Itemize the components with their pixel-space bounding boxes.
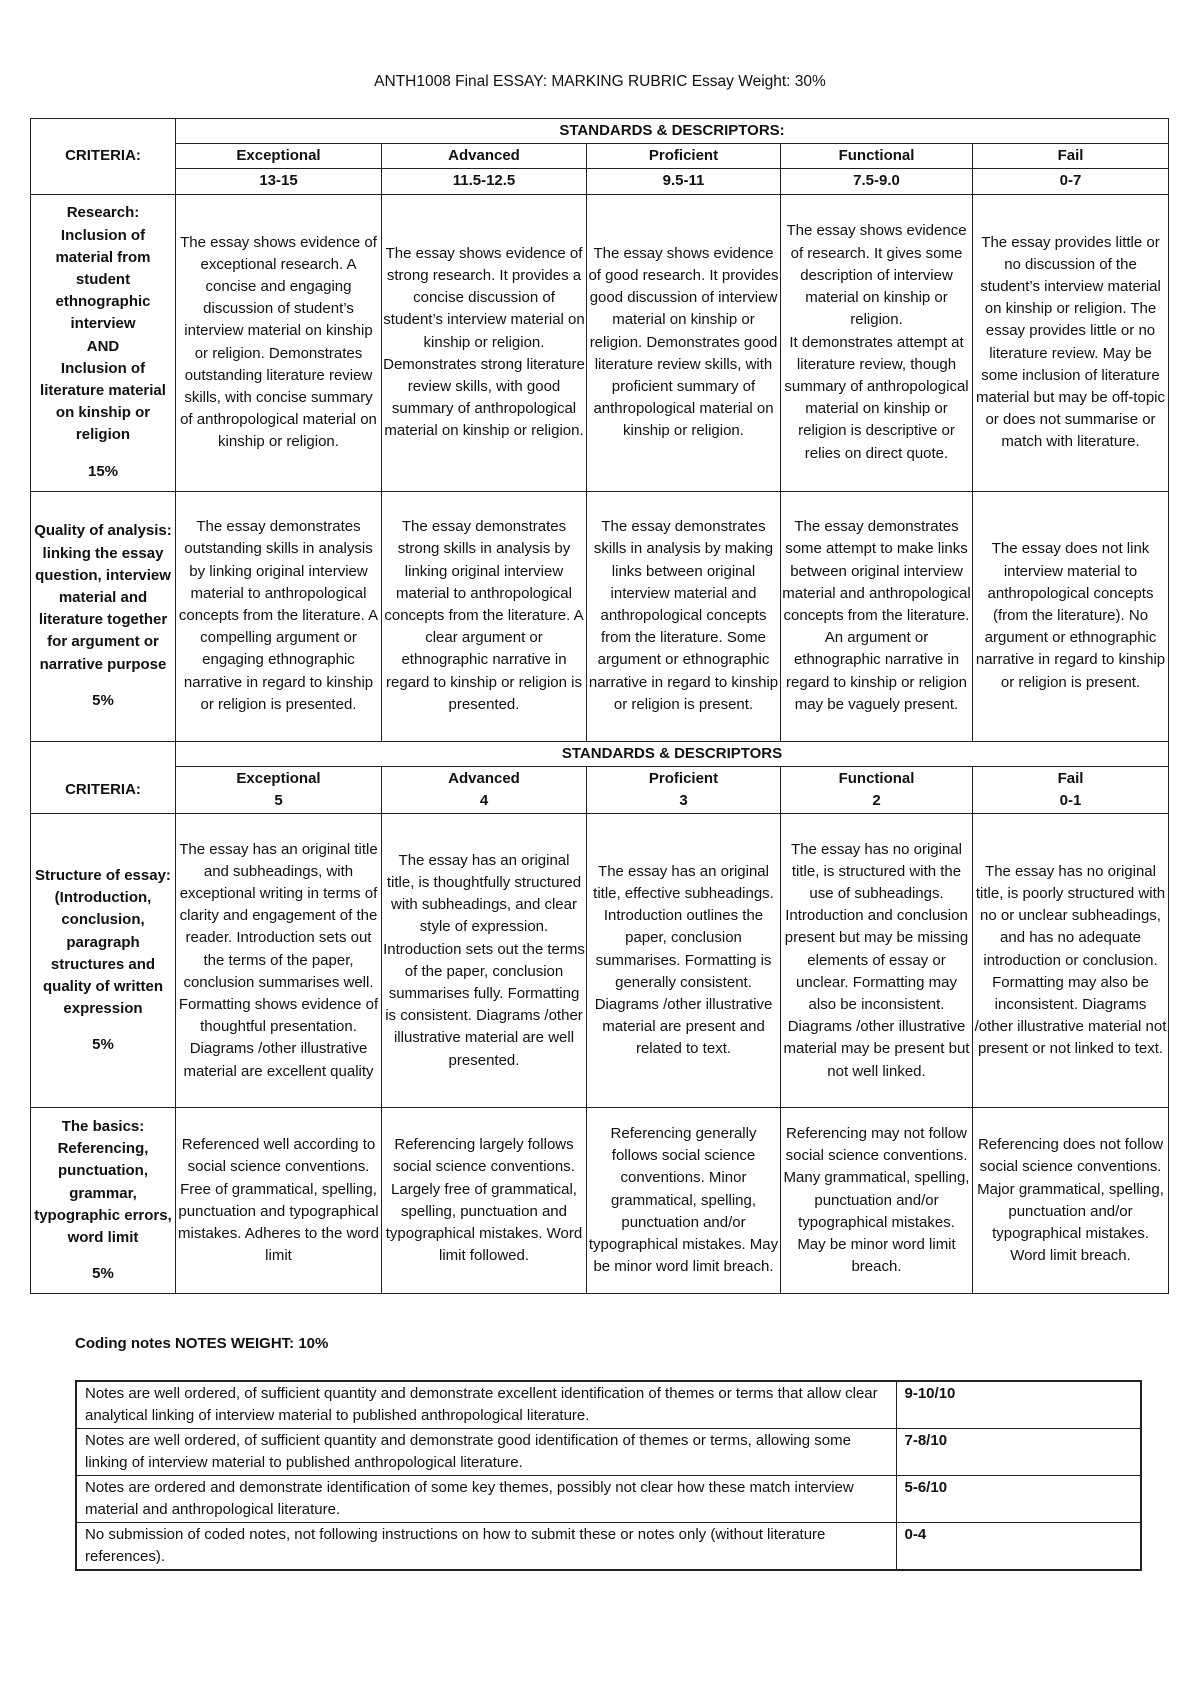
level-exceptional <box>176 766 382 813</box>
descriptor-cell: The essay shows evidence of good research. It provides good discussion of interview material on kinship or religion. Demonstrates good literature review skills, with proficient summary of anthropological material on kinship or religion. <box>587 194 781 491</box>
descriptor-cell: The essay shows evidence of exceptional research. A concise and engaging discussion of student’s interview material on kinship or religion. Demonstrates outstanding literature review skills, with concise summary of anthropological material on kinship or religion. <box>176 194 382 491</box>
criterion-cell <box>31 194 176 491</box>
criterion-text: Research: Inclusion of material from student ethnographic interview AND Inclusion of literature material on kinship or religion <box>40 204 166 444</box>
descriptor-cell: Referencing generally follows social science conventions. Minor grammatical, spelling, punctuation and/or typographical mistakes. May be minor word limit breach. <box>587 1108 781 1294</box>
descriptor-cell: Referencing does not follow social science conventions. Major grammatical, spelling, punctuation and/or typographical mistakes. Word limit breach. <box>973 1108 1169 1294</box>
coding-notes-title: Coding notes NOTES WEIGHT: 10% <box>75 1335 329 1352</box>
level-proficient <box>587 766 781 813</box>
notes-criterion: Notes are well ordered, of sufficient quantity and demonstrate good identification of themes or terms, allowing some linking of interview material to published anthropological literature. <box>76 1429 896 1476</box>
descriptor-cell: The essay has an original title and subheadings, with exceptional writing in terms of clarity and engagement of the reader. Introduction sets out the terms of the paper, conclusion summarises well. Formatting shows evidence of thoughtful presentation. Diagrams /other illustrative material are excellent quality <box>176 814 382 1108</box>
table-row <box>31 814 1169 1108</box>
criteria-header: CRITERIA: <box>31 766 176 813</box>
table-row <box>76 1381 1141 1429</box>
criterion-text: Quality of analysis: linking the essay question, interview material and literature together for argument or narrative purpose <box>34 522 172 673</box>
level-marks: 4 <box>479 792 489 810</box>
descriptor-cell: The essay demonstrates strong skills in analysis by linking original interview material to anthropological concepts from the literature. A clear argument or ethnographic narrative in regard to kinship or religion is presented. <box>382 491 587 741</box>
notes-score: 0-4 <box>896 1523 1141 1571</box>
descriptor-cell: The essay shows evidence of research. It gives some description of interview material on kinship or religion. It demonstrates attempt at literature review, though summary of anthropological material on kinship or religion is descriptive or relies on direct quote. <box>781 194 973 491</box>
notes-criterion: No submission of coded notes, not following instructions on how to submit these or notes only (without literature references). <box>76 1523 896 1571</box>
table-row <box>76 1523 1141 1571</box>
notes-criterion: Notes are ordered and demonstrate identification of some key themes, possibly not clear how these match interview material and anthropological literature. <box>76 1476 896 1523</box>
level-label: Fail <box>1057 769 1084 787</box>
notes-score: 9-10/10 <box>896 1381 1141 1429</box>
level-proficient: Proficient <box>587 144 781 169</box>
descriptor-cell: The essay demonstrates some attempt to make links between original interview material and anthropological concepts from the literature. An argument or ethnographic narrative in regard to kinship or religion may be vaguely present. <box>781 491 973 741</box>
criterion-weight: 15% <box>87 462 119 480</box>
level-advanced: Advanced <box>382 144 587 169</box>
criterion-weight: 5% <box>92 691 114 709</box>
level-fail <box>973 766 1169 813</box>
criterion-cell <box>31 814 176 1108</box>
notes-criterion: Notes are well ordered, of sufficient quantity and demonstrate excellent identification of themes or terms that allow clear analytical linking of interview material to published anthropological literature. <box>76 1381 896 1429</box>
criterion-weight: 5% <box>92 1265 114 1283</box>
descriptor-cell: The essay shows evidence of strong research. It provides a concise discussion of student’s interview material on kinship or religion. Demonstrates strong literature review skills, with good summary of anthropological material on kinship or religion. <box>382 194 587 491</box>
level-label: Advanced <box>448 769 520 787</box>
standards-header: STANDARDS & DESCRIPTORS <box>176 741 1169 766</box>
table-row <box>31 491 1169 741</box>
blank-cell <box>31 741 176 766</box>
criterion-text: Structure of essay: (Introduction, conclusion, paragraph structures and quality of written expression <box>35 866 171 1018</box>
page-title: ANTH1008 Final ESSAY: MARKING RUBRIC Essay Weight: 30% <box>374 73 826 90</box>
notes-score: 7-8/10 <box>896 1429 1141 1476</box>
notes-score: 5-6/10 <box>896 1476 1141 1523</box>
descriptor-cell: Referenced well according to social science conventions. Free of grammatical, spelling, punctuation and typographical mistakes. Adheres to the word limit <box>176 1108 382 1294</box>
descriptor-cell: Referencing may not follow social science conventions. Many grammatical, spelling, punctuation and/or typographical mistakes. May be minor word limit breach. <box>781 1108 973 1294</box>
descriptor-cell: The essay demonstrates skills in analysis by making links between original interview material and anthropological concepts from the literature. Some argument or ethnographic narrative in regard to kinship or religion is present. <box>587 491 781 741</box>
level-marks: 3 <box>679 792 688 810</box>
level-marks: 2 <box>872 792 881 810</box>
standards-header: STANDARDS & DESCRIPTORS: <box>176 119 1169 144</box>
descriptor-cell: Referencing largely follows social science conventions. Largely free of grammatical, spelling, punctuation and typographical mistakes. Word limit followed. <box>382 1108 587 1294</box>
table-row <box>31 194 1169 491</box>
criterion-text: The basics: Referencing, punctuation, grammar, typographic errors, word limit <box>34 1118 172 1247</box>
level-marks: 5 <box>274 792 283 810</box>
table-row <box>76 1476 1141 1523</box>
table-row <box>76 1429 1141 1476</box>
level-fail: Fail <box>973 144 1169 169</box>
criterion-weight: 5% <box>92 1036 114 1054</box>
descriptor-cell: The essay demonstrates outstanding skills in analysis by linking original interview material to anthropological concepts from the literature. A compelling argument or engaging ethnographic narrative in regard to kinship or religion is presented. <box>176 491 382 741</box>
level-functional: Functional <box>781 144 973 169</box>
coding-notes-table <box>75 1380 1142 1571</box>
criteria-header: CRITERIA: <box>31 119 176 195</box>
level-label: Functional <box>838 769 915 787</box>
descriptor-cell: The essay does not link interview material to anthropological concepts (from the literature). No argument or ethnographic narrative in regard to kinship or religion is present. <box>973 491 1169 741</box>
descriptor-cell: The essay has no original title, is poorly structured with no or unclear subheadings, and has no adequate introduction or conclusion. Formatting may also be inconsistent. Diagrams /other illustrative material not present or not linked to text. <box>973 814 1169 1108</box>
descriptor-cell: The essay has an original title, is thoughtfully structured with subheadings, and clear style of expression. Introduction sets out the terms of the paper, conclusion summarises fully. Formatting is consistent. Diagrams /other illustrative material are well presented. <box>382 814 587 1108</box>
level-marks: 0-1 <box>1059 792 1082 810</box>
marks-exceptional: 13-15 <box>176 169 382 194</box>
marks-fail: 0-7 <box>973 169 1169 194</box>
criterion-cell <box>31 491 176 741</box>
marks-functional: 7.5-9.0 <box>781 169 973 194</box>
marks-advanced: 11.5-12.5 <box>382 169 587 194</box>
criterion-cell <box>31 1108 176 1294</box>
descriptor-cell: The essay provides little or no discussion of the student’s interview material on kinship or religion. The essay provides little or no literature review. May be some inclusion of literature material but may be off-topic or does not summarise or match with literature. <box>973 194 1169 491</box>
table-row <box>31 1108 1169 1294</box>
marks-proficient: 9.5-11 <box>587 169 781 194</box>
descriptor-cell: The essay has no original title, is structured with the use of subheadings. Introduction and conclusion present but may be missing elements of essay or unclear. Formatting may also be inconsistent. Diagrams /other illustrative material may be present but not well linked. <box>781 814 973 1108</box>
descriptor-cell: The essay has an original title, effective subheadings. Introduction outlines the paper, conclusion summarises. Formatting is generally consistent. Diagrams /other illustrative material are present and related to text. <box>587 814 781 1108</box>
level-exceptional: Exceptional <box>176 144 382 169</box>
level-advanced <box>382 766 587 813</box>
level-label: Proficient <box>648 769 719 787</box>
marking-rubric-table <box>30 118 1169 1294</box>
level-functional <box>781 766 973 813</box>
level-label: Exceptional <box>236 769 321 787</box>
